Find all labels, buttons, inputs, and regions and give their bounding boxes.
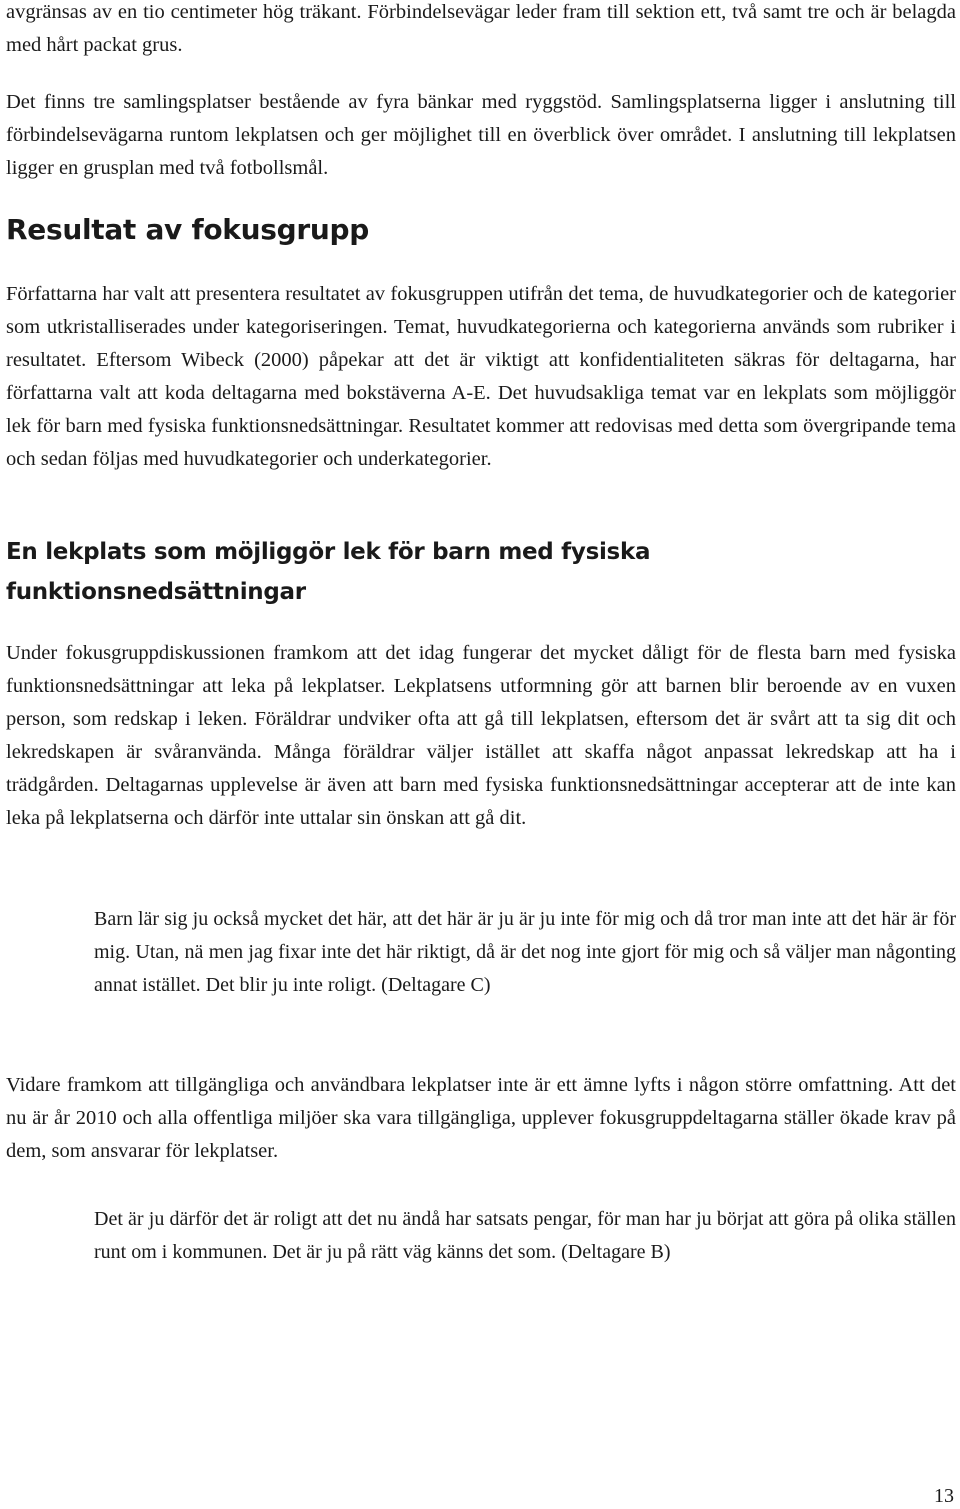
section-heading-results: Resultat av fokusgrupp [6,213,369,246]
theme-paragraph: Under fokusgruppdiskussionen framkom att det idag fungerar det mycket dåligt för de flesta barn med fysiska funktionsnedsättningar att leka på lekplatser. Lekplatsens utformning gör att barnen blir beroende av en vuxen person, som redskap i leken. Föräldrar undviker ofta att gå till lekplatsen, eftersom det är svårt att ta sig dit och lekredskapen är svåranvända. Många föräldrar väljer istället att skaffa något anpassat lekredskap att ha i trädgården. Deltagarnas upplevelse är även att barn med fysiska funktionsnedsättningar accepterar att de inte kan leka på lekplatserna och därför inte uttalar sin önskan att gå dit. [6,642,956,829]
intro-paragraph-1: avgränsas av en tio centimeter hög träkant. Förbindelsevägar leder fram till sektion ett, två samt tre och är belagda med hårt packat grus. [6,1,956,56]
section-heading-theme: En lekplats som möjliggör lek för barn med fysiska funktionsnedsättningar [6,539,651,605]
intro-paragraph-2: Det finns tre samlingsplatser bestående av fyra bänkar med ryggstöd. Samlingsplatserna ligger i anslutning till förbindelsevägarna runtom lekplatsen och ger möjlighet till en överblick över området. I anslutning till lekplatsen ligger en grusplan med två fotbollsmål. [6,91,956,179]
paragraph-after-quote: Vidare framkom att tillgängliga och användbara lekplatser inte är ett ämne lyfts i någon större omfattning. Att det nu är år 2010 och alla offentliga miljöer ska vara tillgängliga, upplever fokusgruppdeltagarna ställer ökade krav på dem, som ansvarar för lekplatser. [6,1074,956,1162]
participant-quote-b: Det är ju därför det är roligt att det nu ändå har satsats pengar, för man har ju börjat att göra på olika ställen runt om i kommunen. Det är ju på rätt väg känns det som. (Deltagare B) [94,1208,956,1263]
page-number: 13 [934,1485,954,1507]
participant-quote-c: Barn lär sig ju också mycket det här, att det här är ju är ju inte för mig och då tror man inte att det här är för mig. Utan, nä men jag fixar inte det här riktigt, då är det nog inte gjort för mig och så väljer man någonting annat istället. Det blir ju inte roligt. (Deltagare C) [94,908,956,996]
results-paragraph: Författarna har valt att presentera resultatet av fokusgruppen utifrån det tema, de huvudkategorier och de kategorier som utkristalliserades under kategoriseringen. Temat, huvudkategorierna och kategorierna används som rubriker i resultatet. Eftersom Wibeck (2000) påpekar att det är viktigt att konfidentialiteten säkras för deltagarna, har författarna valt att koda deltagarna med bokstäverna A-E. Det huvudsakliga temat var en lekplats som möjliggör lek för barn med fysiska funktionsnedsättningar. Resultatet kommer att redovisas med detta som övergripande tema och sedan följas med huvudkategorier och underkategorier. [6,283,956,470]
